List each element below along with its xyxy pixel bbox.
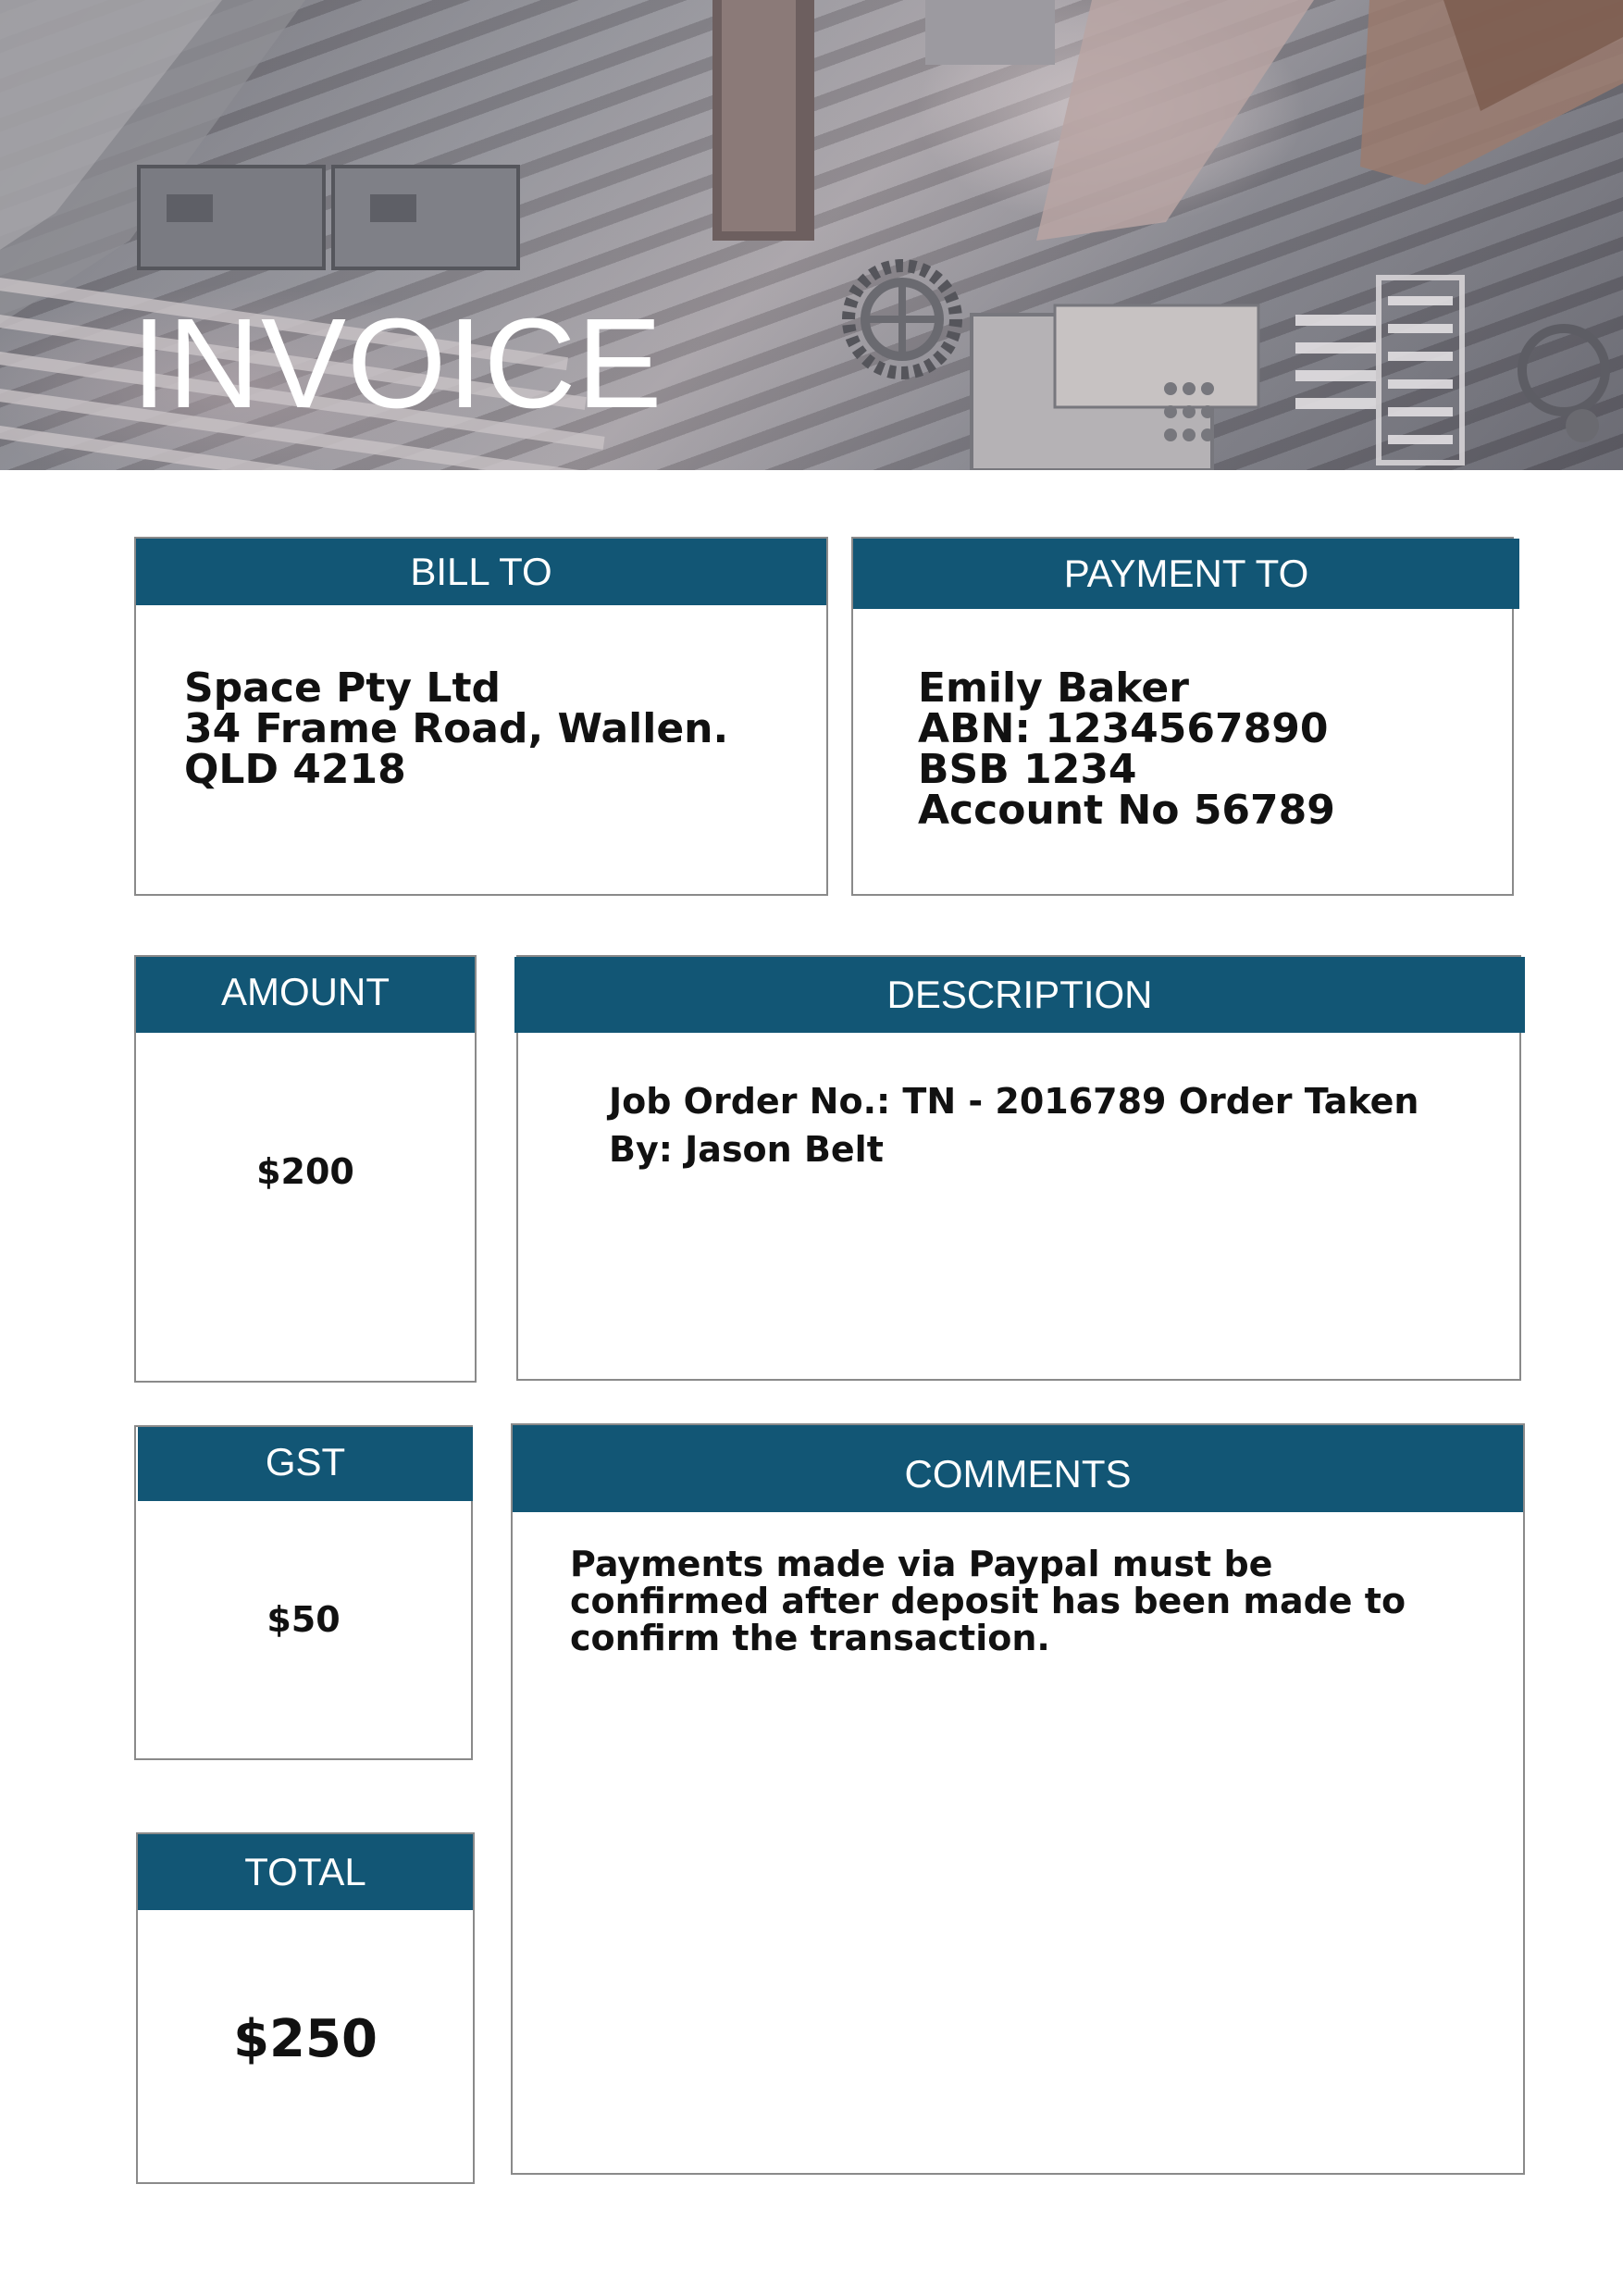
- comments-line-3: confirm the transaction.: [570, 1618, 1050, 1658]
- description-line-2: By: Jason Belt: [609, 1129, 884, 1170]
- description-heading: DESCRIPTION: [514, 957, 1525, 1033]
- payment-to-heading: PAYMENT TO: [853, 539, 1519, 609]
- gst-value: $50: [266, 1599, 341, 1640]
- payee-account: Account No 56789: [918, 787, 1335, 834]
- comments-heading: COMMENTS: [513, 1425, 1523, 1512]
- gst-card: [134, 1425, 473, 1760]
- comments-card: [511, 1423, 1525, 2175]
- bill-to-card: [134, 537, 828, 896]
- amount-heading: AMOUNT: [136, 957, 475, 1033]
- bill-to-company: Space Pty Ltd: [184, 664, 501, 712]
- total-value: $250: [233, 2009, 378, 2069]
- payee-bsb: BSB 1234: [918, 746, 1137, 793]
- amount-card: [134, 955, 477, 1383]
- payee-name: Emily Baker: [918, 664, 1189, 712]
- gst-heading: GST: [138, 1427, 473, 1501]
- total-heading: TOTAL: [138, 1834, 473, 1910]
- payee-abn: ABN: 1234567890: [918, 705, 1329, 752]
- description-line-1: Job Order No.: TN - 2016789 Order Taken: [609, 1081, 1419, 1122]
- bill-to-heading: BILL TO: [136, 539, 826, 605]
- hero-banner-image: [0, 0, 1623, 470]
- invoice-title: INVOICE: [131, 292, 663, 435]
- amount-value: $200: [256, 1151, 354, 1192]
- description-card: [516, 955, 1521, 1381]
- comments-line-1: Payments made via Paypal must be: [570, 1544, 1273, 1584]
- comments-line-2: confirmed after deposit has been made to: [570, 1581, 1406, 1621]
- bill-to-address: [184, 664, 729, 793]
- total-card: [136, 1832, 475, 2184]
- payment-to-details: [918, 664, 1335, 834]
- bill-to-street: 34 Frame Road, Wallen.: [184, 705, 729, 752]
- bill-to-state: QLD 4218: [184, 746, 406, 793]
- description-text: [609, 1077, 1419, 1173]
- payment-to-card: [851, 537, 1514, 896]
- comments-text: [570, 1545, 1406, 1657]
